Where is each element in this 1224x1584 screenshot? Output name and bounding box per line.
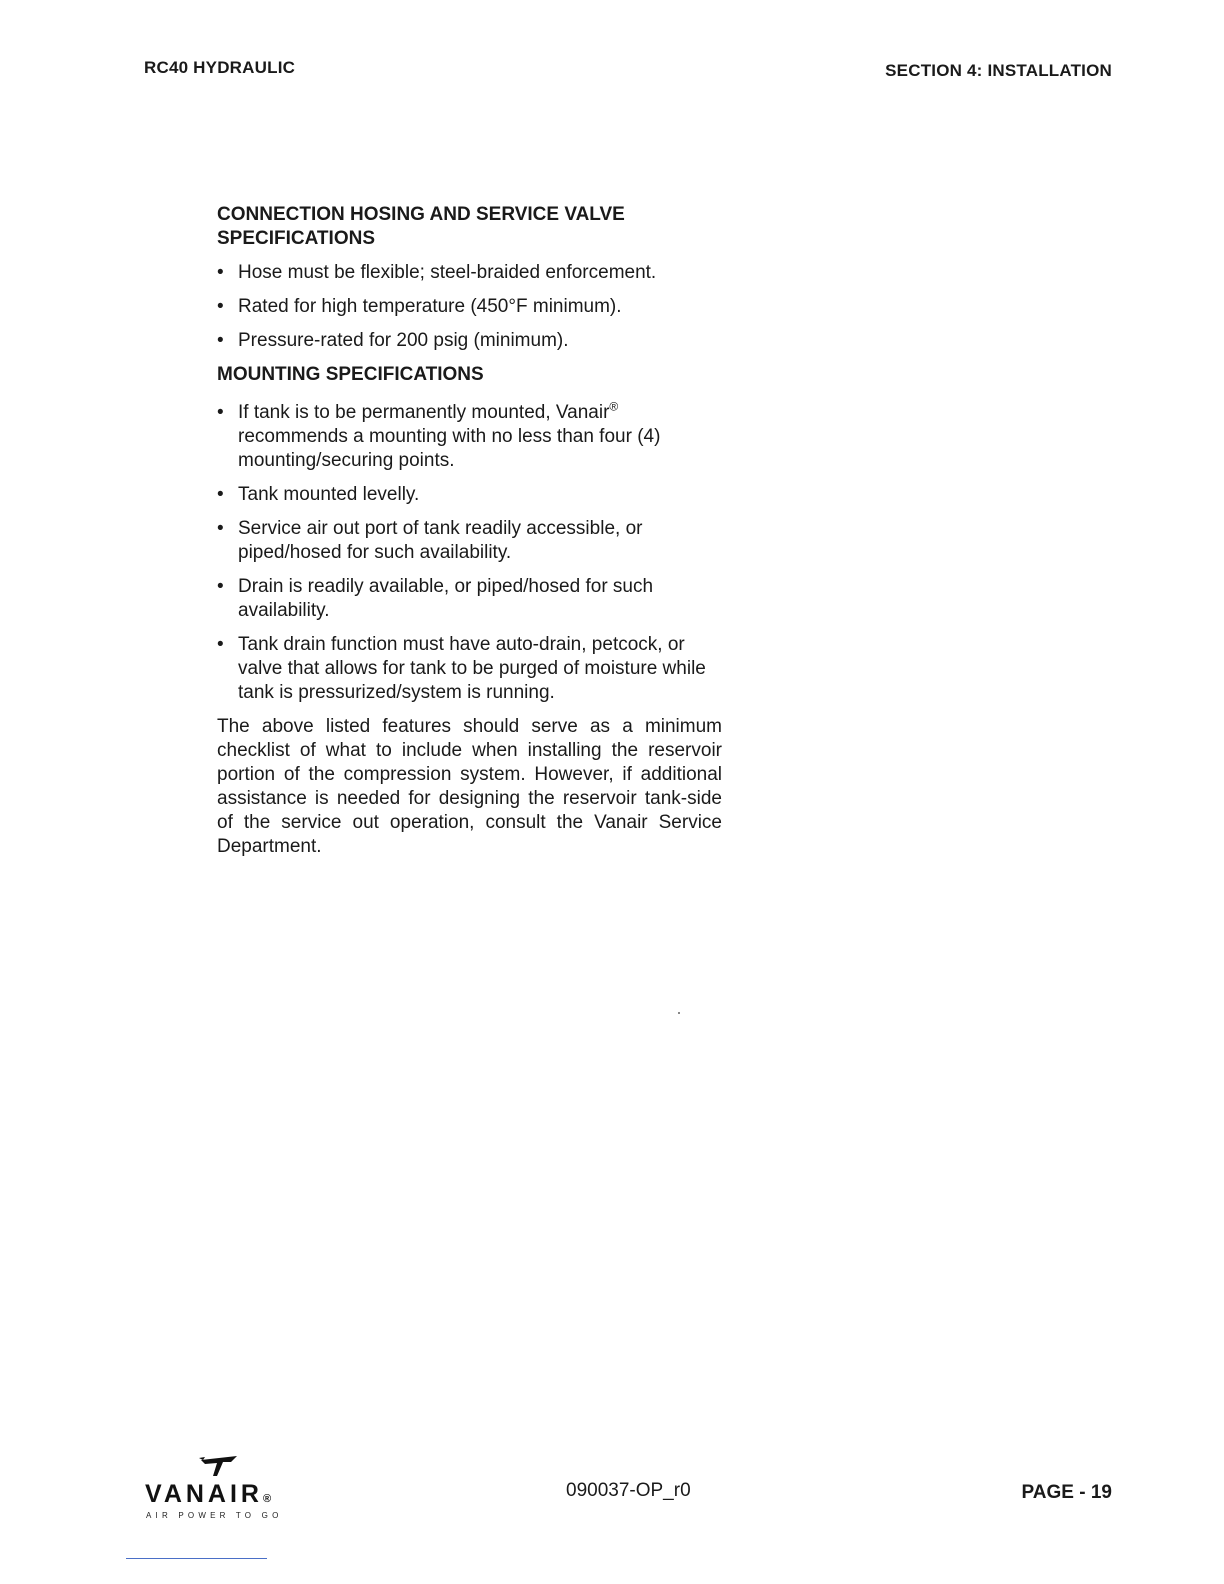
bullet-icon: • (217, 484, 224, 505)
list-item: • Hose must be flexible; steel-braided enforcement. (217, 262, 657, 283)
list-item (217, 401, 722, 473)
mounting-bullet-1: If tank is to be permanently mounted, Vanair® recommends a mounting with no less than four (4) mounting/securing points. (238, 399, 661, 471)
connection-hosing-heading-line1: CONNECTION HOSING AND SERVICE VALVE (217, 204, 625, 225)
logo-wordmark: VANAIR® (145, 1480, 272, 1508)
connection-hosing-list (217, 261, 722, 353)
registered-mark: ® (609, 399, 619, 414)
list-item: • Tank mounted levelly. (217, 484, 420, 505)
vanair-logo (145, 1452, 305, 1522)
list-item: • Tank drain function must have auto-drain, petcock, or valve that allows for tank to be purged of moisture while tank is pressurized/system is running. (217, 634, 706, 703)
header-section-title: SECTION 4: INSTALLATION (885, 61, 1112, 80)
summary-paragraph: The above listed features should serve as a minimum checklist of what to include when installing the reservoir portion of the compression system. However, if additional assistance is needed for designing the reservoir tank-side of the service out operation, consult the Vanair Service Department. (217, 716, 722, 857)
connection-hosing-heading (217, 203, 722, 251)
bullet-icon: • (217, 262, 224, 283)
list-item: • Rated for high temperature (450°F minimum). (217, 296, 622, 317)
bottom-rule (126, 1558, 267, 1559)
bullet-icon: • (217, 518, 224, 539)
mounting-specifications-list (217, 401, 722, 705)
main-content (217, 203, 722, 859)
bullet-icon: • (217, 296, 224, 317)
header-document-title: RC40 HYDRAULIC (144, 58, 296, 77)
page-number: PAGE - 19 (1021, 1482, 1112, 1503)
mounting-specifications-heading: MOUNTING SPECIFICATIONS (217, 364, 484, 385)
bullet-icon: • (217, 634, 224, 655)
logo-tagline: AIR POWER TO GO (146, 1511, 283, 1520)
vanair-logo-icon (197, 1454, 241, 1480)
connection-hosing-heading-line2: SPECIFICATIONS (217, 228, 375, 249)
bullet-icon: • (217, 576, 224, 597)
bullet-icon: • (217, 402, 224, 423)
document-number: 090037-OP_r0 (566, 1480, 691, 1501)
list-item: • Pressure-rated for 200 psig (minimum). (217, 330, 569, 351)
list-item: • Drain is readily available, or piped/hosed for such availability. (217, 576, 654, 621)
scan-speck (678, 1012, 680, 1014)
list-item: • Service air out port of tank readily accessible, or piped/hosed for such availability. (217, 518, 643, 563)
bullet-icon: • (217, 330, 224, 351)
